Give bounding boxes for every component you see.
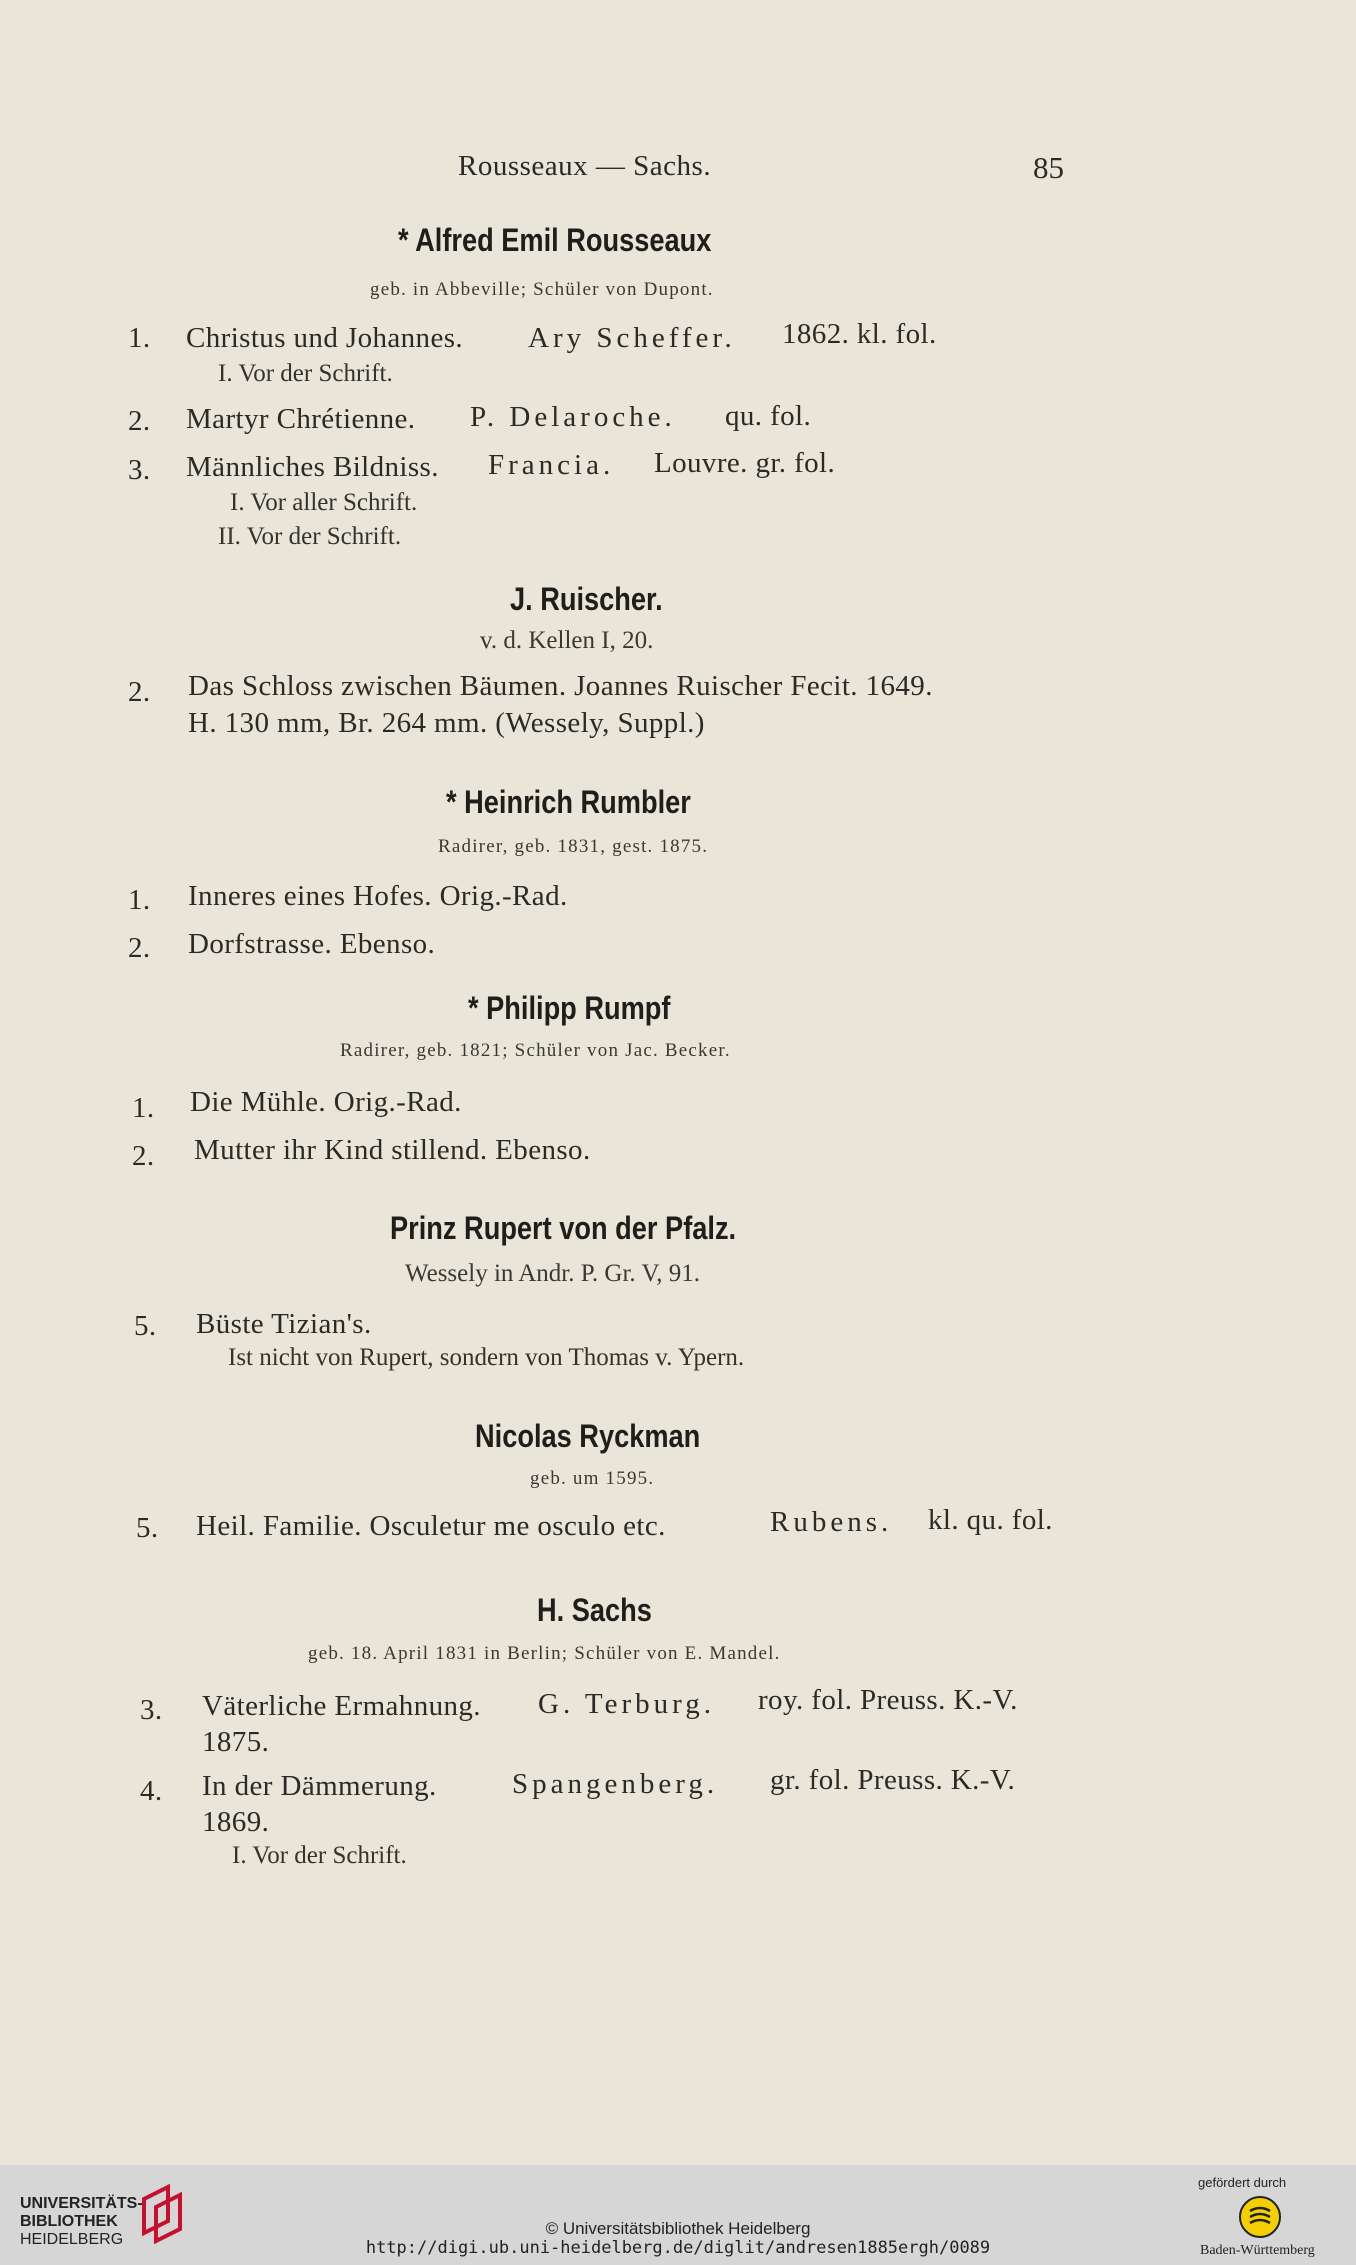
entry-title: Väterliche Ermahnung. (202, 1690, 481, 1722)
entry-number: 4. (140, 1775, 163, 1807)
artist-info: Radirer, geb. 1821; Schüler von Jac. Becker. (340, 1040, 731, 1061)
entry-title: Männliches Bildniss. (186, 451, 439, 483)
entry-note: I. Vor aller Schrift. (230, 489, 418, 516)
entry-artist: Spangenberg. (512, 1768, 719, 1800)
running-title: Rousseaux — Sachs. (458, 150, 712, 182)
entry-title: Martyr Chrétienne. (186, 403, 416, 435)
funded-by-label: gefördert durch (1198, 2175, 1287, 2190)
entry-artist: Francia. (488, 449, 615, 481)
entry-title: Büste Tizian's. (196, 1308, 372, 1340)
entry-title: Heil. Familie. Osculetur me osculo etc. (196, 1510, 666, 1542)
artist-info: geb. in Abbeville; Schüler von Dupont. (370, 279, 714, 300)
entry-artist: P. Delaroche. (470, 401, 676, 433)
artist-heading: * Philipp Rumpf (468, 990, 671, 1026)
viewer-footer (0, 2165, 1356, 2265)
entry-number: 2. (132, 1140, 155, 1172)
artist-heading: * Alfred Emil Rousseaux (398, 222, 712, 258)
entry-continuation: H. 130 mm, Br. 264 mm. (Wessely, Suppl.) (188, 707, 705, 739)
permalink-url[interactable]: http://digi.ub.uni-heidelberg.de/diglit/andresen1885ergh/0089 (365, 2238, 991, 2258)
artist-heading: * Heinrich Rumbler (446, 784, 691, 820)
entry-artist: Rubens. (770, 1506, 893, 1538)
entry-title: Inneres eines Hofes. Orig.-Rad. (188, 880, 568, 912)
entry-artist: G. Terburg. (538, 1688, 716, 1720)
entry-title: Mutter ihr Kind stillend. Ebenso. (194, 1134, 591, 1166)
entry-note: I. Vor der Schrift. (218, 360, 393, 387)
funder-name: Baden-Württemberg (1200, 2243, 1315, 2258)
artist-info: Wessely in Andr. P. Gr. V, 91. (405, 1260, 701, 1287)
entry-number: 5. (136, 1512, 159, 1544)
artist-info: geb. um 1595. (530, 1468, 655, 1489)
entry-number: 3. (140, 1694, 163, 1726)
entry-extra: kl. qu. fol. (928, 1504, 1053, 1536)
artist-heading: J. Ruischer. (510, 581, 663, 617)
entry-extra: gr. fol. Preuss. K.-V. (770, 1764, 1016, 1796)
library-line: UNIVERSITÄTS- (20, 2195, 143, 2212)
artist-heading: Nicolas Ryckman (475, 1418, 701, 1454)
entry-title: Die Mühle. Orig.-Rad. (190, 1086, 462, 1118)
entry-note: II. Vor der Schrift. (218, 523, 402, 550)
library-line: BIBLIOTHEK (20, 2213, 118, 2230)
artist-heading: H. Sachs (537, 1592, 652, 1628)
copyright-notice: © Universitätsbibliothek Heidelberg (545, 2219, 811, 2238)
entry-number: 2. (128, 676, 151, 708)
entry-note: I. Vor der Schrift. (232, 1842, 407, 1869)
entry-title: Dorfstrasse. Ebenso. (188, 928, 436, 960)
artist-info: geb. 18. April 1831 in Berlin; Schüler von E. Mandel. (308, 1643, 781, 1664)
entry-number: 2. (128, 405, 151, 437)
artist-heading: Prinz Rupert von der Pfalz. (390, 1210, 737, 1246)
entry-extra: qu. fol. (725, 400, 812, 432)
entry-continuation: 1875. (202, 1726, 270, 1758)
entry-extra: Louvre. gr. fol. (654, 447, 836, 479)
entry-extra: 1862. kl. fol. (782, 318, 937, 350)
entry-title: Das Schloss zwischen Bäumen. Joannes Ruischer Fecit. 1649. (188, 670, 933, 702)
library-line: HEIDELBERG (20, 2231, 124, 2248)
entry-continuation: 1869. (202, 1806, 270, 1838)
entry-number: 1. (132, 1092, 155, 1124)
entry-extra: roy. fol. Preuss. K.-V. (758, 1684, 1018, 1716)
entry-number: 3. (128, 454, 151, 486)
entry-number: 1. (128, 884, 151, 916)
entry-artist: Ary Scheffer. (528, 322, 736, 354)
artist-info: v. d. Kellen I, 20. (480, 627, 654, 654)
entry-title: Christus und Johannes. (186, 322, 464, 354)
state-crest-icon (1238, 2195, 1282, 2244)
entry-note: Ist nicht von Rupert, sondern von Thomas v. Ypern. (228, 1344, 745, 1371)
artist-info: Radirer, geb. 1831, gest. 1875. (438, 836, 709, 857)
page-number: 85 (1033, 150, 1064, 185)
entry-number: 1. (128, 322, 151, 354)
entry-title: In der Dämmerung. (202, 1770, 437, 1802)
entry-number: 5. (134, 1310, 157, 1342)
entry-number: 2. (128, 932, 151, 964)
